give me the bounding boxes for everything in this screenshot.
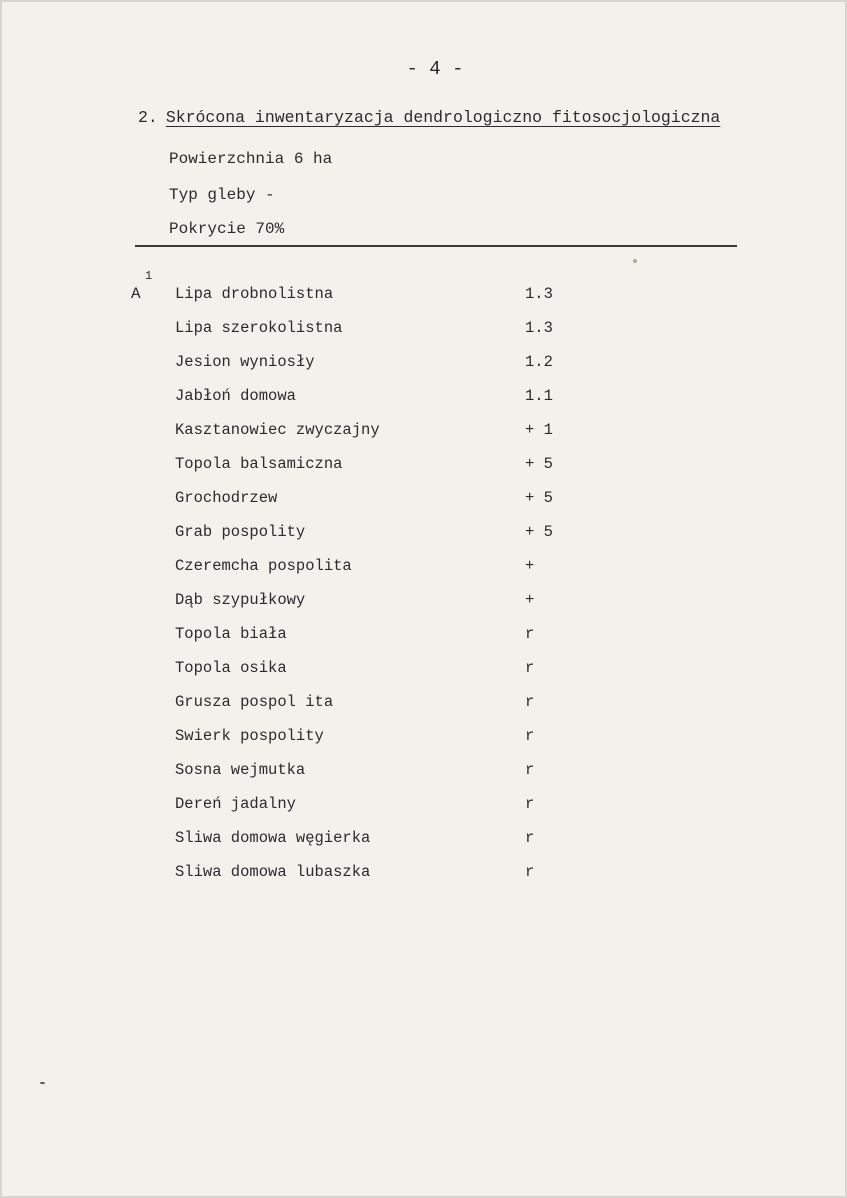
species-row [175,319,595,353]
species-cover-value: 1.3 [525,319,553,337]
species-row [175,863,595,897]
species-row [175,285,595,319]
species-cover-value: 1.3 [525,285,553,303]
species-name: Czeremcha pospolita [175,557,352,575]
species-row [175,659,595,693]
species-cover-value: + 5 [525,455,553,473]
species-name: Lipa drobnolistna [175,285,334,303]
species-name: Lipa szerokolistna [175,319,343,337]
species-name: Sliwa domowa węgierka [175,829,371,847]
layer-letter: A [131,285,141,303]
species-name: Dąb szypułkowy [175,591,306,609]
species-name: Grusza pospol ita [175,693,334,711]
species-name: Topola biała [175,625,287,643]
species-cover-value: r [525,795,535,813]
species-name: Kasztanowiec zwyczajny [175,421,380,439]
species-cover-value: r [525,625,535,643]
layer-superscript: 1 [145,269,153,283]
species-row [175,625,595,659]
layer-label [131,269,153,303]
species-row [175,523,595,557]
species-name: Dereń jadalny [175,795,296,813]
section-title: Skrócona inwentaryzacja dendrologiczno fitosocjologiczna [165,108,721,127]
species-row [175,693,595,727]
section-heading [138,108,720,127]
species-name: Grab pospolity [175,523,306,541]
species-name: Topola balsamiczna [175,455,343,473]
species-cover-value: + 5 [525,523,553,541]
species-cover-value: r [525,761,535,779]
species-cover-value: r [525,863,535,881]
species-row [175,387,595,421]
species-name: Swierk pospolity [175,727,324,745]
species-row [175,795,595,829]
horizontal-divider [135,245,737,247]
site-cover: Pokrycie 70% [169,220,285,238]
species-row [175,557,595,591]
species-name: Jabłoń domowa [175,387,296,405]
page-number: - 4 - [406,58,464,80]
species-row [175,353,595,387]
species-cover-value: + 5 [525,489,553,507]
species-name: Sosna wejmutka [175,761,306,779]
species-row [175,829,595,863]
species-cover-value: + 1 [525,421,553,439]
species-row [175,761,595,795]
species-cover-value: r [525,659,535,677]
species-cover-value: 1.1 [525,387,553,405]
species-cover-value: r [525,727,535,745]
section-number: 2. [138,108,158,127]
species-cover-value: 1.2 [525,353,553,371]
species-row [175,591,595,625]
site-soil-type: Typ gleby - [169,186,275,204]
species-cover-value: r [525,829,535,847]
site-area: Powierzchnia 6 ha [169,150,333,168]
paper-speck [633,259,637,263]
species-cover-value: + [525,591,535,609]
species-cover-value: + [525,557,535,575]
species-cover-value: r [525,693,535,711]
species-row [175,455,595,489]
species-name: Sliwa domowa lubaszka [175,863,371,881]
species-name: Grochodrzew [175,489,278,507]
species-row [175,489,595,523]
species-list [175,285,595,897]
species-row [175,727,595,761]
species-name: Topola osika [175,659,287,677]
species-row [175,421,595,455]
species-name: Jesion wyniosły [175,353,315,371]
paper-speck [40,1082,45,1084]
